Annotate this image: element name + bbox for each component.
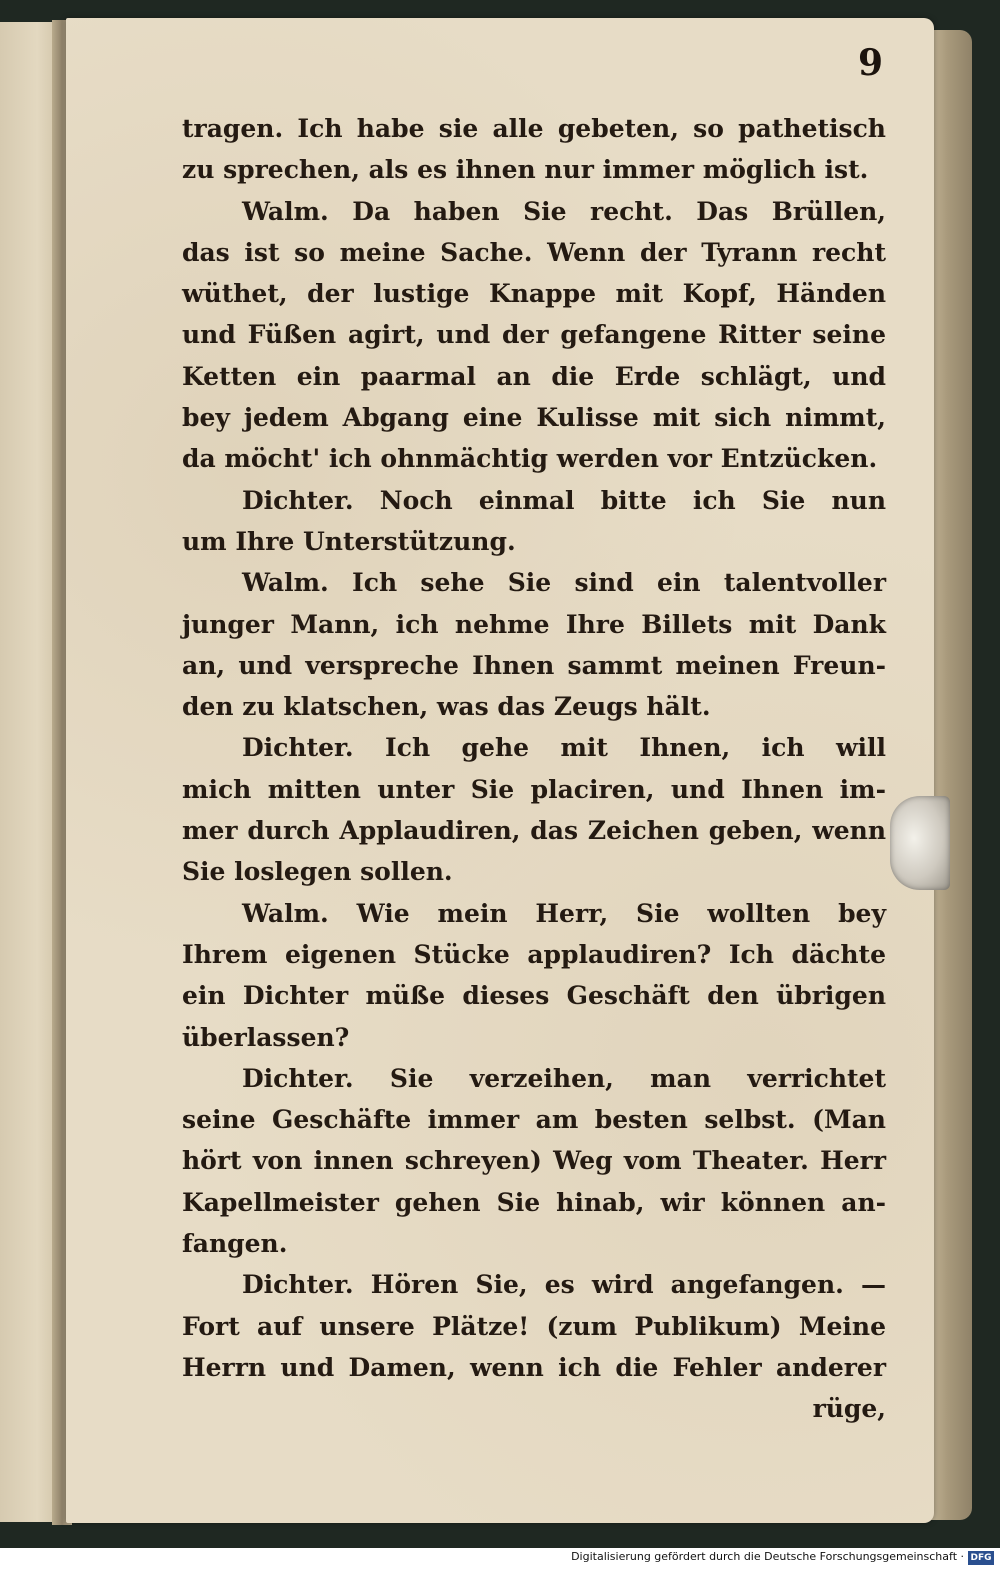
text-line: Walm. Da haben Sie recht. Das Brüllen, <box>242 196 886 226</box>
text-line: Ketten ein paarmal an die Erde schlägt, und <box>182 361 886 391</box>
text-line: hört von innen schreyen) Weg vom Theater. Herr <box>182 1146 886 1176</box>
text-line: das ist so meine Sache. Wenn der Tyrann recht <box>182 237 886 267</box>
text-line: den zu klatschen, was das Zeugs hält. <box>182 692 711 722</box>
text-line: da möcht' ich ohnmächtig werden vor Entzücken. <box>182 444 878 474</box>
text-line: Dichter. Sie verzeihen, man verrichtet <box>242 1063 886 1093</box>
text-line: mer durch Applaudiren, das Zeichen geben, wenn <box>182 816 886 846</box>
text-line: Kapellmeister gehen Sie hinab, wir können an- <box>182 1187 886 1217</box>
page-stack-edge <box>930 30 972 1520</box>
text-line: Ihrem eigenen Stücke applaudiren? Ich dächte <box>182 939 886 969</box>
text-line: bey jedem Abgang eine Kulisse mit sich nimmt, <box>182 403 886 433</box>
text-line: Herrn und Damen, wenn ich die Fehler anderer <box>182 1352 886 1382</box>
text-line: überlassen? <box>182 1022 350 1052</box>
text-line: junger Mann, ich nehme Ihre Billets mit Dank <box>182 609 886 639</box>
page-number: 9 <box>858 42 884 84</box>
text-line: mich mitten unter Sie placiren, und Ihnen im- <box>182 774 886 804</box>
text-line: Fort auf unsere Plätze! (zum Publikum) Meine <box>182 1311 886 1341</box>
dfg-logo: DFG <box>968 1551 994 1565</box>
text-line: Walm. Wie mein Herr, Sie wollten bey <box>242 898 886 928</box>
text-line: seine Geschäfte immer am besten selbst. (Man <box>182 1105 886 1135</box>
text-line: Dichter. Noch einmal bitte ich Sie nun <box>242 485 886 515</box>
text-line: an, und verspreche Ihnen sammt meinen Freun- <box>182 650 886 680</box>
text-line: Sie loslegen sollen. <box>182 857 453 887</box>
text-line: wüthet, der lustige Knappe mit Kopf, Händen <box>182 279 886 309</box>
text-line: um Ihre Unterstützung. <box>182 526 516 556</box>
digitization-credit: Digitalisierung gefördert durch die Deutsche Forschungsgemeinschaft · <box>571 1550 964 1563</box>
catchword: rüge, <box>812 1394 886 1424</box>
text-line: fangen. <box>182 1229 288 1259</box>
page-clip <box>890 796 950 890</box>
text-line: und Füßen agirt, und der gefangene Ritter seine <box>182 320 886 350</box>
text-line: zu sprechen, als es ihnen nur immer möglich ist. <box>182 155 869 185</box>
text-line: Dichter. Ich gehe mit Ihnen, ich will <box>242 733 886 763</box>
text-line: Dichter. Hören Sie, es wird angefangen. — <box>242 1270 886 1300</box>
text-line: Walm. Ich sehe Sie sind ein talentvoller <box>242 568 886 598</box>
text-line: tragen. Ich habe sie alle gebeten, so pathetisch <box>182 114 886 143</box>
text-line: ein Dichter müße dieses Geschäft den übrigen <box>182 981 886 1011</box>
page-text <box>182 108 886 1430</box>
